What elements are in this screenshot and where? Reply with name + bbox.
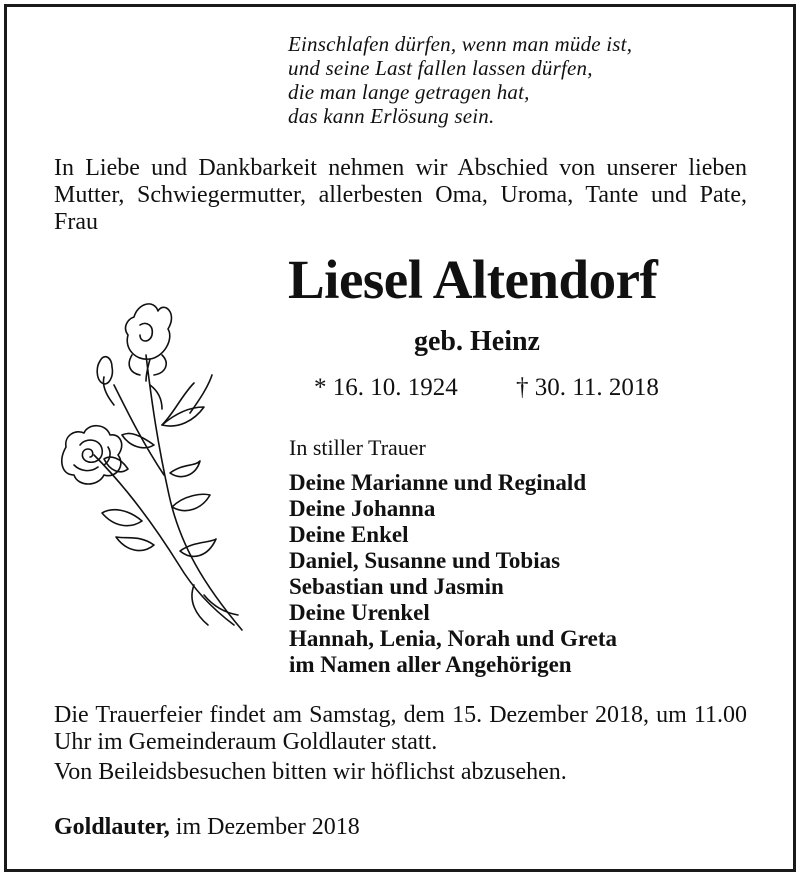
deceased-name: Liesel Altendorf bbox=[288, 249, 658, 310]
birth-date: * 16. 10. 1924 bbox=[314, 374, 458, 401]
poem-line: Einschlafen dürfen, wenn man müde ist, bbox=[288, 32, 633, 56]
mourners-list bbox=[289, 470, 617, 678]
place-town: Goldlauter, bbox=[54, 814, 170, 840]
rose-drawing-icon bbox=[54, 295, 254, 640]
list-item: Deine Johanna bbox=[289, 496, 436, 521]
poem-line: das kann Erlösung sein. bbox=[288, 104, 495, 128]
poem bbox=[288, 32, 632, 128]
list-item: Daniel, Susanne und Tobias bbox=[289, 548, 561, 573]
poem-line: die man lange getragen hat, bbox=[288, 80, 530, 104]
list-item: im Namen aller Angehörigen bbox=[289, 652, 572, 677]
place-date: im Dezember 2018 bbox=[175, 814, 360, 840]
list-item: Deine Marianne und Reginald bbox=[289, 470, 587, 495]
place-and-date bbox=[54, 814, 360, 841]
service-announcement: Die Trauerfeier findet am Samstag, dem 15. Dezember 2018, um 11.00 Uhr im Gemeinderaum Goldlauter statt. bbox=[54, 702, 747, 755]
list-item: Hannah, Lenia, Norah und Greta bbox=[289, 626, 618, 651]
list-item: Deine Urenkel bbox=[289, 600, 430, 625]
list-item: Deine Enkel bbox=[289, 522, 409, 547]
maiden-name: geb. Heinz bbox=[414, 326, 540, 357]
mourning-heading: In stiller Trauer bbox=[289, 435, 426, 460]
list-item: Sebastian und Jasmin bbox=[289, 574, 504, 599]
poem-line: und seine Last fallen lassen dürfen, bbox=[288, 56, 593, 80]
death-date: † 30. 11. 2018 bbox=[516, 374, 659, 401]
visits-note: Von Beileidsbesuchen bitten wir höflichst abzusehen. bbox=[54, 759, 567, 785]
intro-text: In Liebe und Dankbarkeit nehmen wir Abschied von unserer lieben Mutter, Schwiegermutter, allerbesten Oma, Uroma, Tante und Pate, Frau bbox=[54, 155, 747, 235]
